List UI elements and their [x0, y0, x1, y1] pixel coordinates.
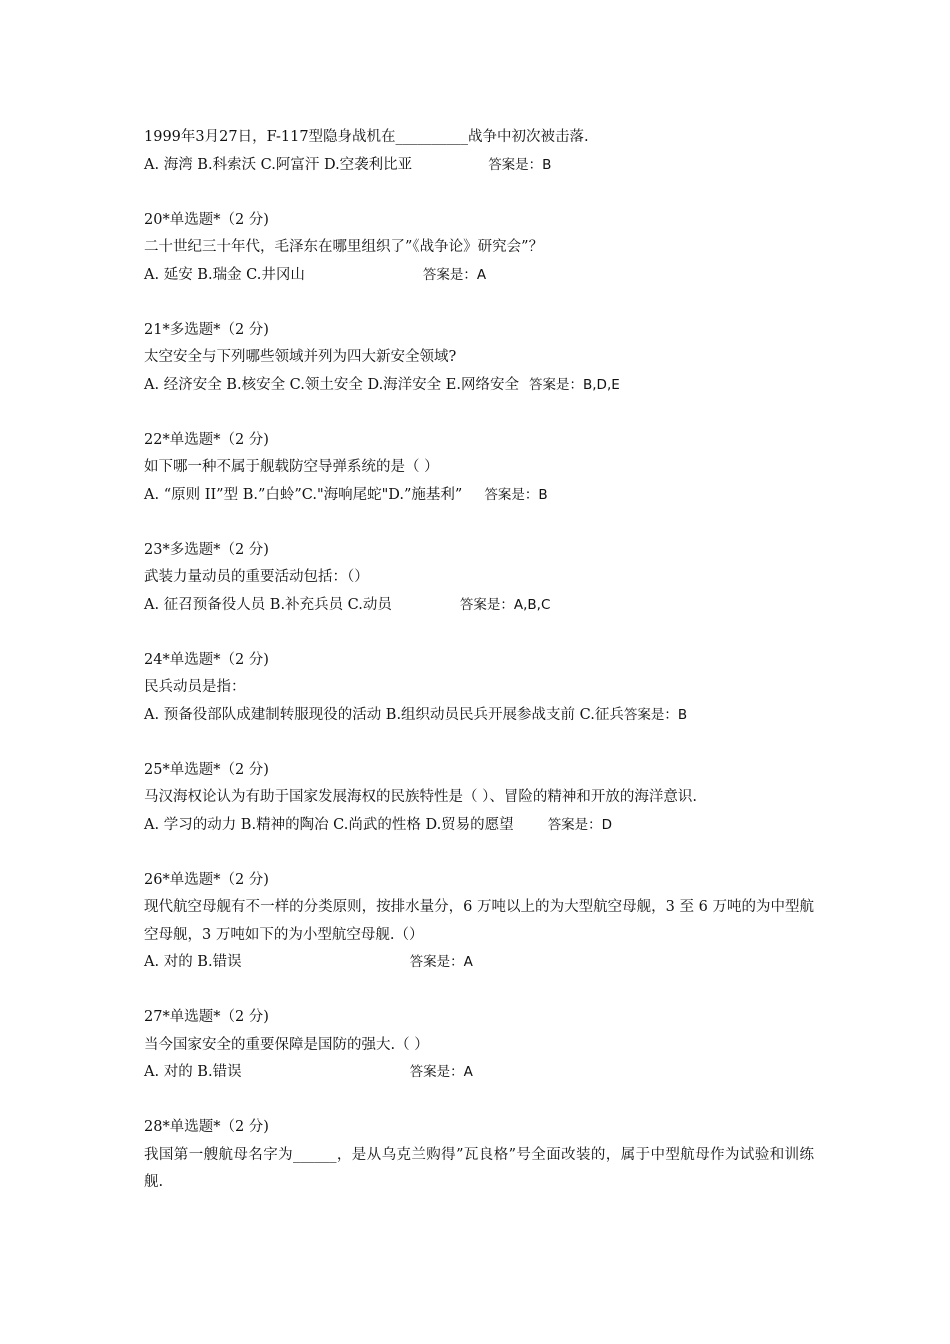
answer-text: 答案是：A,B,C [459, 596, 551, 613]
question-stem: 太空安全与下列哪些领域并列为四大新安全领域? [144, 349, 457, 365]
question-header: 26*单选题*（2 分) [144, 871, 269, 888]
question-header: 21*多选题*（2 分) [144, 321, 269, 338]
question-header: 24*单选题*（2 分) [144, 651, 269, 668]
question-stem: 我国第一艘航母名字为______，是从乌克兰购得”瓦良格”号全面改装的，属于中型航母作为试验和训练舰. [144, 1146, 814, 1190]
question-options-row [144, 262, 814, 290]
question-options: A. 征召预备役人员 B.补充兵员 C.动员 [144, 596, 392, 613]
question-header: 20*单选题*（2 分) [144, 211, 269, 228]
answer-text: 答案是：B [623, 706, 688, 723]
answer-text: 答案是：B [488, 156, 552, 173]
question-options: A. 对的 B.错误 [144, 954, 242, 970]
answer-text: 答案是：A [422, 266, 487, 283]
question-header: 28*单选题*（2 分) [144, 1119, 269, 1135]
question-stem: 当今国家安全的重要保障是国防的强大.（ ） [144, 1036, 429, 1053]
question-stem: 民兵动员是指： [144, 679, 246, 695]
question-options-row [144, 372, 814, 400]
question-options: A. 对的 B.错误 [144, 1064, 242, 1080]
question-stem: 武装力量动员的重要活动包括：（） [144, 569, 369, 585]
question-stem: 如下哪一种不属于舰载防空导弹系统的是（ ） [144, 459, 439, 475]
question-options: A. 延安 B.瑞金 C.井冈山 [144, 266, 305, 283]
question-options: A. 预备役部队成建制转服现役的活动 B.组织动员民兵开展参战支前 C.征兵 [144, 706, 624, 723]
question-stem: 马汉海权论认为有助于国家发展海权的民族特性是（ ）、冒险的精神和开放的海洋意识. [144, 789, 697, 805]
answer-text: 答案是：D [547, 816, 613, 833]
question-stem: 1999年3月27日，F-117型隐身战机在__________战争中初次被击落. [144, 129, 589, 145]
answer-text: 答案是：A [409, 1064, 473, 1080]
question-options-row [144, 949, 814, 977]
question-options: A. “原则 II”型 B.”白蛉”C."海响尾蛇"D.”施基利” [144, 486, 463, 503]
question-header: 25*单选题*（2 分) [144, 761, 269, 778]
question-options-row [144, 482, 814, 510]
question-stem: 二十世纪三十年代，毛泽东在哪里组织了”《战争论》研究会”？ [144, 239, 544, 255]
question-header: 27*单选题*（2 分) [144, 1009, 269, 1025]
question-options-row [144, 812, 814, 840]
question-header: 23*多选题*（2 分) [144, 541, 269, 558]
question-stem: 现代航空母舰有不一样的分类原则，按排水量分，6 万吨以上的为大型航空母舰，3 至 6 万吨的为中型航空母舰，3 万吨如下的为小型航空母舰.（） [144, 899, 814, 943]
answer-text: 答案是：B [484, 486, 548, 503]
answer-text: 答案是：A [409, 954, 473, 970]
question-options: A. 学习的动力 B.精神的陶冶 C.尚武的性格 D.贸易的愿望 [144, 816, 514, 833]
question-options-row [144, 592, 814, 620]
document-page [144, 124, 814, 1197]
question-options-row [144, 152, 814, 180]
question-options: A. 海湾 B.科索沃 C.阿富汗 D.空袭利比亚 [144, 156, 413, 173]
question-options-row [144, 1059, 814, 1087]
question-options: A. 经济安全 B.核安全 C.领土安全 D.海洋安全 E.网络安全 [144, 376, 519, 393]
question-options-row [144, 702, 814, 730]
answer-text: 答案是：B,D,E [529, 376, 620, 393]
question-header: 22*单选题*（2 分) [144, 431, 269, 448]
